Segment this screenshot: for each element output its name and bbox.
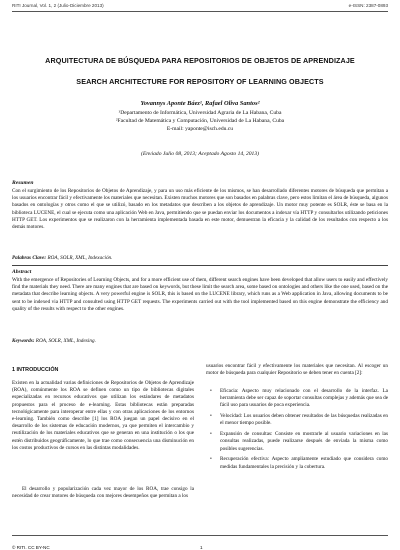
header-rule: [12, 11, 388, 12]
journal-info: RITI Journal, Vol. 1, 2 (Julio-Diciembre 2013): [12, 3, 104, 8]
affiliation-2: ²Facultad de Matemática y Computación, Universidad de La Habana, Cuba: [115, 118, 285, 124]
copyright: © RITI. CC BY-NC: [12, 545, 50, 550]
author-email[interactable]: E-mail: yaponte@isch.edu.cu: [166, 126, 234, 132]
footer-rule: [12, 535, 388, 536]
affiliation-1: ¹Departamento de Informática, Universidad Agraria de La Habana, Cuba: [118, 110, 282, 116]
issn: e-ISSN: 2387-0893: [348, 3, 388, 8]
resumen-heading: Resumen: [12, 180, 34, 186]
list-item: • Velocidad: Los usuarios deben obtener resultados de las búsquedas realizadas en el menor tiempo posible.: [210, 413, 388, 427]
palabras-clave-values: ROA, SOLR, XML, Indexación.: [47, 255, 113, 261]
submission-dates: (Enviado Julio 08, 2013; Aceptado Agosto 14, 2013): [140, 151, 260, 157]
criteria-list: [206, 388, 388, 474]
keywords-values: ROA, SOLR, XML, Indexing.: [35, 338, 96, 344]
intro-heading: 1 INTRODUCCIÓN: [12, 367, 59, 373]
intro-paragraph-1: Existen en la actualidad varias definiciones de Repositorios de Objetos de Aprendizaje (ROA), comúnmente los ROA se definen como un tipo de bibliotecas digitales especializadas en recursos educativos que utilizan los estándares de metadatos propuestos para el proceso de e-learning. Estas bibliotecas están preparadas tecnológicamente para interoperar entre ellas y con otras aplicaciones de los entornos e-learning. También como describe [1] los ROA juegan un papel decisivo en el desarrollo de los sistemas de educación modernos, ya que permiten el intercambio y reutilización de los materiales educativos que se generan en una institución o los que estén distribuidos geográficamente, lo que trae como consecuencia una disminución en los costos productivos de cursos en las distintas modalidades.: [12, 380, 194, 451]
list-item: • Recuperación efectiva: Aspecto ampliamente estudiado que considera como medidas fundamentales la precisión y la cobertura.: [210, 456, 388, 470]
intro-paragraph-2: El desarrollo y popularización cada vez mayor de los ROA, trae consigo la necesidad de crear motores de búsqueda con mejores desempeños que permitan a los: [12, 486, 194, 500]
intro-right-paragraph: usuarios encontrar fácil y efectivamente los materiales que necesitan. Al escoger un motor de búsqueda para cualquier Repositorio se deben tener en cuenta [2]:: [206, 363, 388, 377]
title-spanish: ARQUITECTURA DE BÚSQUEDA PARA REPOSITORIOS DE OBJETOS DE APRENDIZAJE: [45, 56, 355, 65]
title-english: SEARCH ARCHITECTURE FOR REPOSITORY OF LEARNING OBJECTS: [76, 77, 324, 86]
abstract-heading: Abstract: [12, 269, 32, 275]
list-item: • Expansión de consultas: Consiste en mostrarle al usuario variaciones en las consultas realizadas, puede realizarse después de enviada la misma como posibles sugerencias.: [210, 431, 388, 452]
authors: Yovannys Aponte Báez¹, Rafael Oliva Santos²: [140, 100, 260, 107]
resumen-text: Con el surgimiento de los Repositorios de Objetos de Aprendizaje, y para un uso más eficiente de los mismos, se han desarrollado diferentes motores de búsqueda que permitan a los usuarios encontrar fácil y efectivamente los materiales que necesitan. Existen muchos motores que son basados en palabras clave, pero estos limitan el área de búsqueda, algunos basados en ontologías y otros como el que se utilizó, basado en los metadatos que describen a los objetos de aprendizaje. Un motor muy potente es SOLR, éste se basa en la biblioteca LUCENE, el cual se ejecuta como una aplicación Web en Java, permitiendo que se puedan enviar los documentos a indexar vía HTTP y consultarlos utilizando peticiones HTTP GET. Los experimentos que se realizaron con la herramienta implementada basada en este motor, demuestran la eficacia y la calidad de los resultados con respecto a los demás motores.: [12, 188, 388, 231]
palabras-clave-label: Palabras Clave:: [12, 255, 47, 261]
keywords: [12, 338, 388, 344]
section-divider: [12, 265, 388, 266]
list-item: • Eficacia: Aspecto muy relacionado con el desarrollo de la interfaz. La herramienta debe ser capaz de soportar consultas complejas y además que sea de fácil uso para usuarios de poca experiencia.: [210, 388, 388, 409]
abstract-text: With the emergence of Repositories of Learning Objects, and for a more efficient use of them, different search engines have been developed that allow users to easily and effectively find the materials they need. There are many engines that are based on keywords, but these limit the search area, some based on ontologies and others like the one used, based on the metadata that describe learning objects. A very powerful engine is SOLR, this is based on the LUCENE library, which runs as a Web application in Java, allowing documents to be sent to be indexed via HTTP and consulted using HTTP GET requests. The experiments carried out with the tool implemented based on this engine demonstrate the efficiency and quality of the results with respect to the other engines.: [12, 277, 388, 312]
palabras-clave: [12, 255, 388, 261]
page-number: 1: [200, 545, 203, 550]
keywords-label: Keywords:: [12, 338, 35, 344]
